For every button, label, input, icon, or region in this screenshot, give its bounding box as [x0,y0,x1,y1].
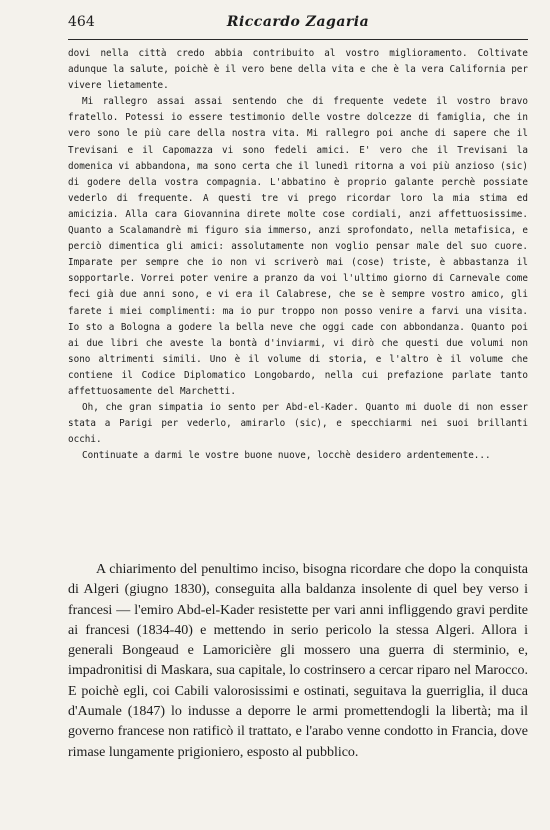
letter-paragraph-3: Oh, che gran simpatia io sento per Abd-el-Kader. Quanto mi duole di non esser stata a Parigi per vederlo, amirarlo (sic), e specchiarmi nei suoi brillanti occhi. [68,402,528,446]
running-head: Riccardo Zagaria [226,14,370,30]
commentary-text [68,560,528,763]
page-number: 464 [68,14,95,30]
quoted-letter [68,46,528,464]
letter-paragraph-4: Continuate a darmi le vostre buone nuove, locchè desidero ardentemente... [82,450,491,462]
commentary-paragraph: A chiarimento del penultimo inciso, bisogna ricordare che dopo la conquista di Algeri (giugno 1830), conseguita alla baldanza insolente di quel bey verso i francesi — l'emiro Abd-el-Kader resistette per vari anni infliggendo gravi perdite ai francesi (1834-40) e mettendo in serio pericolo la stessa Algeri. Allora i generali Bongeaud e Lamoricière gli mossero una guerra di sterminio, e, impadronitisi di Maskara, sua capitale, lo costrinsero a cercar riparo nel Marocco. E poichè egli, coi Cabili valorosissimi e ostinati, seguitava la guerriglia, il duca d'Aumale (1847) lo indusse a deporre le armi promettendogli la libertà; ma il governo francese non ratificò il trattato, e l'arabo venne condotto in Francia, dove rimase lungamente prigioniero, esposto al pubblico. [68,562,528,760]
header-rule [68,39,528,40]
page-header [68,14,528,34]
letter-paragraph-1: dovi nella città credo abbia contribuito al vostro miglioramento. Coltivate adunque la salute, poichè è il vero bene della vita e che è la vera California per vivere lietamente. [68,48,528,92]
letter-paragraph-2: Mi rallegro assai assai sentendo che di frequente vedete il vostro bravo fratello. Potessi io essere testimonio delle vostre dolcezze di famiglia, che in vero sono le più care della nostra vita. Mi rallegro poi anche di sapere che il Trevisani e il Capomazza vi sono fedeli amici. E' vero che il Trevisani la domenica vi abbandona, ma sono certa che il lunedì ritorna a voi più anzioso (sic) di godere della vostra compagnia. L'abbatino è proprio galante perchè possiate vederlo di frequente. A questi tre vi prego ricordar loro la mia stima ed amicizia. Alla cara Giovannina direte molte cose cordiali, anzi affettuosissime. Quanto a Scalamandrè mi figuro sia immerso, anzi sprofondato, nella metafisica, e perciò dimentica gli amici: assolutamente non voglio pensar male del suo cuore. Imparate per sempre che io non vi scriverò mai (cose) triste, è abbastanza il sopportarle. Vorrei poter venire a pranzo da voi l'ultimo giorno di Carnevale come feci già due anni sono, e vi era il Calabrese, che se è sempre vostro amico, gli farete i miei complimenti: ma io pur troppo non posso venire a farvi una visita. Io sto a Bologna a godere la bella neve che oggi cade con abbondanza. Quanto poi ai due libri che aveste la bontà d'inviarmi, vi dirò che questi due volumi non sono altrimenti simili. Uno è il volume di storia, e l'altro è il volume che contiene il Codice Diplomatico Longobardo, nella cui prefazione parlate tanto affettuosamente del Marchetti. [68,96,528,397]
